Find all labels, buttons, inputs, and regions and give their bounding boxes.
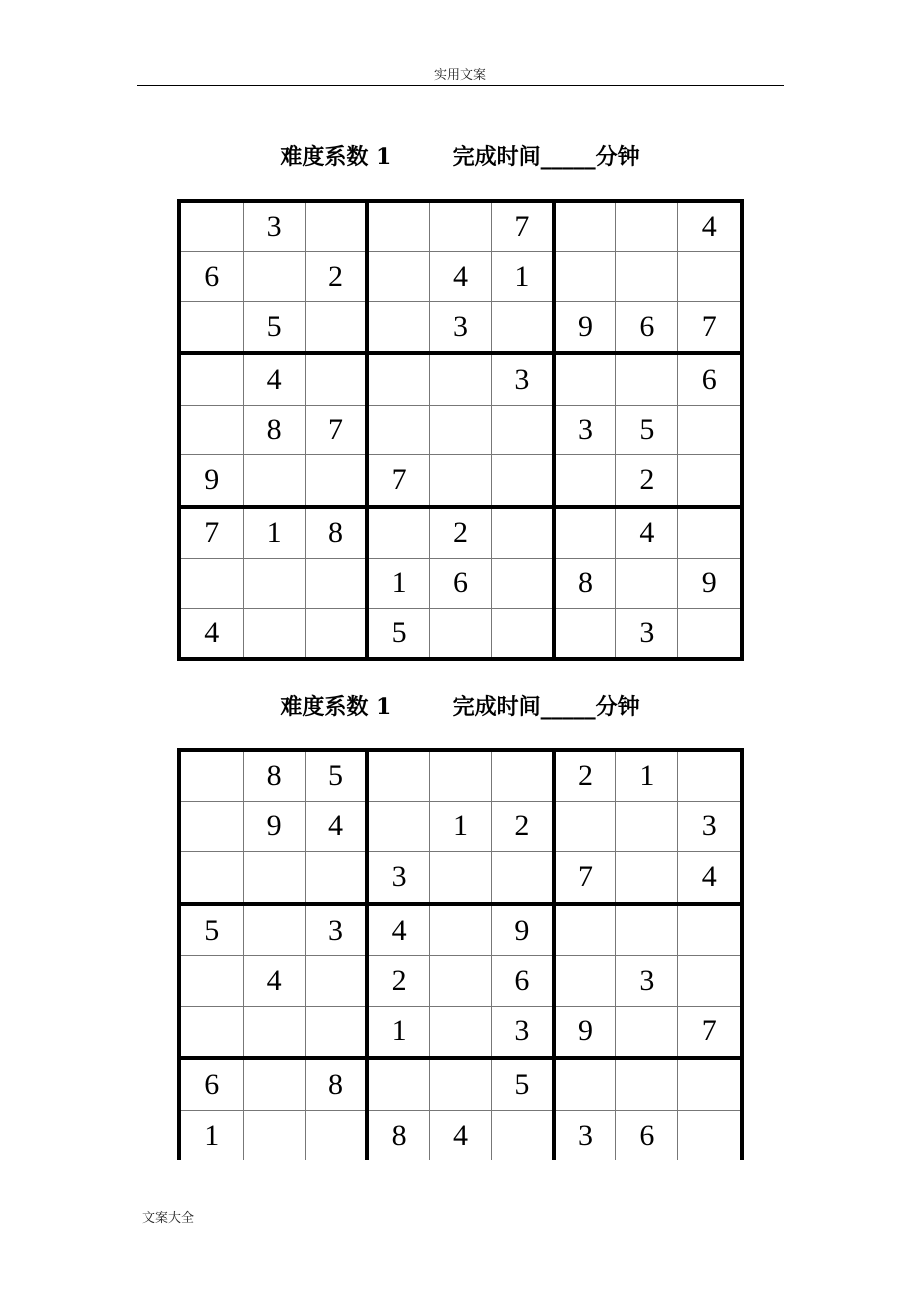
sudoku-cell[interactable] (305, 851, 367, 903)
sudoku-cell[interactable] (305, 455, 367, 507)
sudoku-cell: 8 (305, 507, 367, 559)
grid-row (181, 1111, 740, 1160)
sudoku-cell[interactable] (305, 353, 367, 405)
sudoku-cell[interactable] (367, 507, 429, 559)
sudoku-cell: 1 (492, 252, 554, 302)
sudoku-cell: 4 (678, 203, 740, 252)
sudoku-cell[interactable] (492, 302, 554, 354)
sudoku-cell[interactable] (429, 851, 491, 903)
sudoku-cell: 9 (554, 1006, 616, 1058)
sudoku-cell[interactable] (243, 558, 305, 608)
sudoku-cell: 1 (367, 558, 429, 608)
sudoku-cell[interactable] (305, 1111, 367, 1160)
grid-row (181, 302, 740, 354)
sudoku-cell[interactable] (429, 455, 491, 507)
sudoku-cell[interactable] (492, 405, 554, 455)
sudoku-cell[interactable] (616, 851, 678, 903)
grid-row (181, 252, 740, 302)
sudoku-cell: 7 (554, 851, 616, 903)
sudoku-cell: 5 (305, 752, 367, 801)
sudoku-cell: 4 (678, 851, 740, 903)
puzzle-2-title: 难度系数 1 完成时间_____分钟 (280, 694, 640, 720)
sudoku-cell[interactable] (367, 353, 429, 405)
sudoku-cell: 8 (243, 752, 305, 801)
sudoku-cell[interactable] (429, 904, 491, 956)
sudoku-cell[interactable] (429, 405, 491, 455)
sudoku-cell[interactable] (492, 455, 554, 507)
sudoku-cell: 3 (616, 608, 678, 657)
sudoku-cell: 7 (678, 1006, 740, 1058)
sudoku-cell: 2 (429, 507, 491, 559)
sudoku-cell: 9 (243, 801, 305, 851)
grid-row (181, 851, 740, 903)
sudoku-cell[interactable] (181, 752, 243, 801)
grid-row (181, 956, 740, 1006)
sudoku-cell[interactable] (305, 956, 367, 1006)
sudoku-cell[interactable] (616, 801, 678, 851)
sudoku-cell[interactable] (367, 1058, 429, 1110)
page-footer-text: 文案大全 (142, 1211, 195, 1226)
sudoku-cell[interactable] (243, 252, 305, 302)
sudoku-cell: 8 (554, 558, 616, 608)
sudoku-cell[interactable] (243, 851, 305, 903)
sudoku-cell: 6 (678, 353, 740, 405)
sudoku-cell[interactable] (554, 1058, 616, 1110)
sudoku-cell[interactable] (678, 405, 740, 455)
sudoku-cell[interactable] (678, 608, 740, 657)
sudoku-cell[interactable] (492, 507, 554, 559)
sudoku-cell: 4 (243, 353, 305, 405)
sudoku-cell[interactable] (181, 851, 243, 903)
sudoku-grid-1 (177, 199, 744, 661)
header-rule (137, 85, 784, 86)
sudoku-cell[interactable] (367, 801, 429, 851)
sudoku-cell[interactable] (243, 904, 305, 956)
sudoku-cell: 3 (243, 203, 305, 252)
sudoku-cell: 1 (616, 752, 678, 801)
sudoku-cell: 3 (492, 1006, 554, 1058)
sudoku-cell: 5 (367, 608, 429, 657)
grid-row (181, 752, 740, 801)
sudoku-cell: 6 (616, 302, 678, 354)
sudoku-cell[interactable] (492, 608, 554, 657)
sudoku-cell: 3 (554, 405, 616, 455)
sudoku-cell[interactable] (367, 252, 429, 302)
sudoku-cell: 9 (181, 455, 243, 507)
sudoku-cell[interactable] (678, 252, 740, 302)
sudoku-cell[interactable] (678, 956, 740, 1006)
sudoku-cell[interactable] (243, 1058, 305, 1110)
sudoku-cell: 9 (554, 302, 616, 354)
page-header-text: 实用文案 (433, 68, 486, 83)
sudoku-cell: 3 (429, 302, 491, 354)
sudoku-cell: 8 (305, 1058, 367, 1110)
sudoku-cell: 4 (616, 507, 678, 559)
sudoku-cell[interactable] (243, 1111, 305, 1160)
sudoku-cell[interactable] (678, 507, 740, 559)
sudoku-cell[interactable] (616, 904, 678, 956)
sudoku-cell: 7 (678, 302, 740, 354)
sudoku-cell[interactable] (181, 1006, 243, 1058)
sudoku-cell: 9 (492, 904, 554, 956)
grid-row (181, 455, 740, 507)
grid-row (181, 405, 740, 455)
sudoku-cell[interactable] (554, 203, 616, 252)
sudoku-cell[interactable] (181, 956, 243, 1006)
sudoku-cell: 2 (554, 752, 616, 801)
sudoku-cell[interactable] (429, 203, 491, 252)
sudoku-cell: 7 (492, 203, 554, 252)
grid-row (181, 801, 740, 851)
sudoku-cell[interactable] (367, 203, 429, 252)
sudoku-cell: 4 (243, 956, 305, 1006)
sudoku-cell[interactable] (367, 752, 429, 801)
sudoku-cell: 6 (181, 252, 243, 302)
sudoku-cell[interactable] (243, 608, 305, 657)
sudoku-cell: 6 (616, 1111, 678, 1160)
sudoku-cell: 3 (554, 1111, 616, 1160)
sudoku-cell[interactable] (305, 1006, 367, 1058)
sudoku-cell: 7 (305, 405, 367, 455)
sudoku-cell[interactable] (305, 203, 367, 252)
sudoku-cell: 8 (367, 1111, 429, 1160)
sudoku-cell[interactable] (616, 252, 678, 302)
sudoku-cell: 5 (181, 904, 243, 956)
sudoku-cell: 9 (678, 558, 740, 608)
sudoku-cell[interactable] (678, 1111, 740, 1160)
sudoku-cell[interactable] (181, 203, 243, 252)
sudoku-cell[interactable] (616, 203, 678, 252)
sudoku-cell[interactable] (305, 608, 367, 657)
sudoku-cell[interactable] (367, 302, 429, 354)
sudoku-cell[interactable] (554, 252, 616, 302)
sudoku-cell[interactable] (678, 904, 740, 956)
puzzle-1-title: 难度系数 1 完成时间_____分钟 (280, 144, 640, 170)
grid-row (181, 608, 740, 657)
sudoku-cell[interactable] (492, 752, 554, 801)
sudoku-cell[interactable] (554, 507, 616, 559)
sudoku-cell[interactable] (616, 1006, 678, 1058)
sudoku-cell: 5 (492, 1058, 554, 1110)
sudoku-cell: 2 (616, 455, 678, 507)
sudoku-cell[interactable] (243, 1006, 305, 1058)
sudoku-cell[interactable] (678, 1058, 740, 1110)
sudoku-cell: 1 (367, 1006, 429, 1058)
sudoku-cell[interactable] (554, 956, 616, 1006)
grid-row (181, 1006, 740, 1058)
sudoku-cell[interactable] (367, 405, 429, 455)
sudoku-cell: 1 (429, 801, 491, 851)
sudoku-cell[interactable] (429, 1006, 491, 1058)
sudoku-cell: 6 (429, 558, 491, 608)
sudoku-cell[interactable] (554, 904, 616, 956)
sudoku-cell: 1 (243, 507, 305, 559)
sudoku-cell[interactable] (678, 752, 740, 801)
sudoku-cell: 3 (616, 956, 678, 1006)
sudoku-cell[interactable] (616, 1058, 678, 1110)
sudoku-cell[interactable] (554, 353, 616, 405)
sudoku-cell: 4 (181, 608, 243, 657)
sudoku-cell: 1 (181, 1111, 243, 1160)
sudoku-cell[interactable] (554, 608, 616, 657)
sudoku-cell[interactable] (492, 851, 554, 903)
sudoku-cell: 3 (678, 801, 740, 851)
sudoku-cell: 7 (181, 507, 243, 559)
sudoku-cell[interactable] (181, 558, 243, 608)
sudoku-cell: 3 (305, 904, 367, 956)
sudoku-cell: 4 (429, 1111, 491, 1160)
sudoku-cell: 2 (305, 252, 367, 302)
sudoku-cell[interactable] (429, 752, 491, 801)
sudoku-cell[interactable] (243, 455, 305, 507)
sudoku-cell[interactable] (429, 608, 491, 657)
sudoku-cell[interactable] (305, 558, 367, 608)
grid-row (181, 558, 740, 608)
sudoku-cell[interactable] (678, 455, 740, 507)
grid-row (181, 203, 740, 252)
sudoku-cell: 2 (367, 956, 429, 1006)
sudoku-grid-2 (177, 748, 744, 1160)
grid-row (181, 507, 740, 559)
sudoku-cell[interactable] (492, 558, 554, 608)
sudoku-cell[interactable] (181, 302, 243, 354)
sudoku-cell: 3 (367, 851, 429, 903)
grid-row (181, 353, 740, 405)
sudoku-cell: 3 (492, 353, 554, 405)
sudoku-cell: 4 (305, 801, 367, 851)
sudoku-cell[interactable] (616, 353, 678, 405)
sudoku-cell[interactable] (429, 353, 491, 405)
sudoku-cell[interactable] (429, 956, 491, 1006)
sudoku-cell[interactable] (554, 455, 616, 507)
grid-row (181, 904, 740, 956)
sudoku-cell: 4 (429, 252, 491, 302)
sudoku-cell: 7 (367, 455, 429, 507)
sudoku-cell: 6 (181, 1058, 243, 1110)
sudoku-cell: 8 (243, 405, 305, 455)
sudoku-cell[interactable] (181, 801, 243, 851)
sudoku-cell[interactable] (492, 1111, 554, 1160)
sudoku-cell: 5 (616, 405, 678, 455)
sudoku-cell: 6 (492, 956, 554, 1006)
sudoku-cell: 4 (367, 904, 429, 956)
sudoku-cell[interactable] (554, 801, 616, 851)
sudoku-cell[interactable] (616, 558, 678, 608)
sudoku-cell: 2 (492, 801, 554, 851)
sudoku-cell[interactable] (305, 302, 367, 354)
sudoku-cell: 5 (243, 302, 305, 354)
sudoku-cell[interactable] (429, 1058, 491, 1110)
grid-row (181, 1058, 740, 1110)
sudoku-cell[interactable] (181, 353, 243, 405)
sudoku-cell[interactable] (181, 405, 243, 455)
